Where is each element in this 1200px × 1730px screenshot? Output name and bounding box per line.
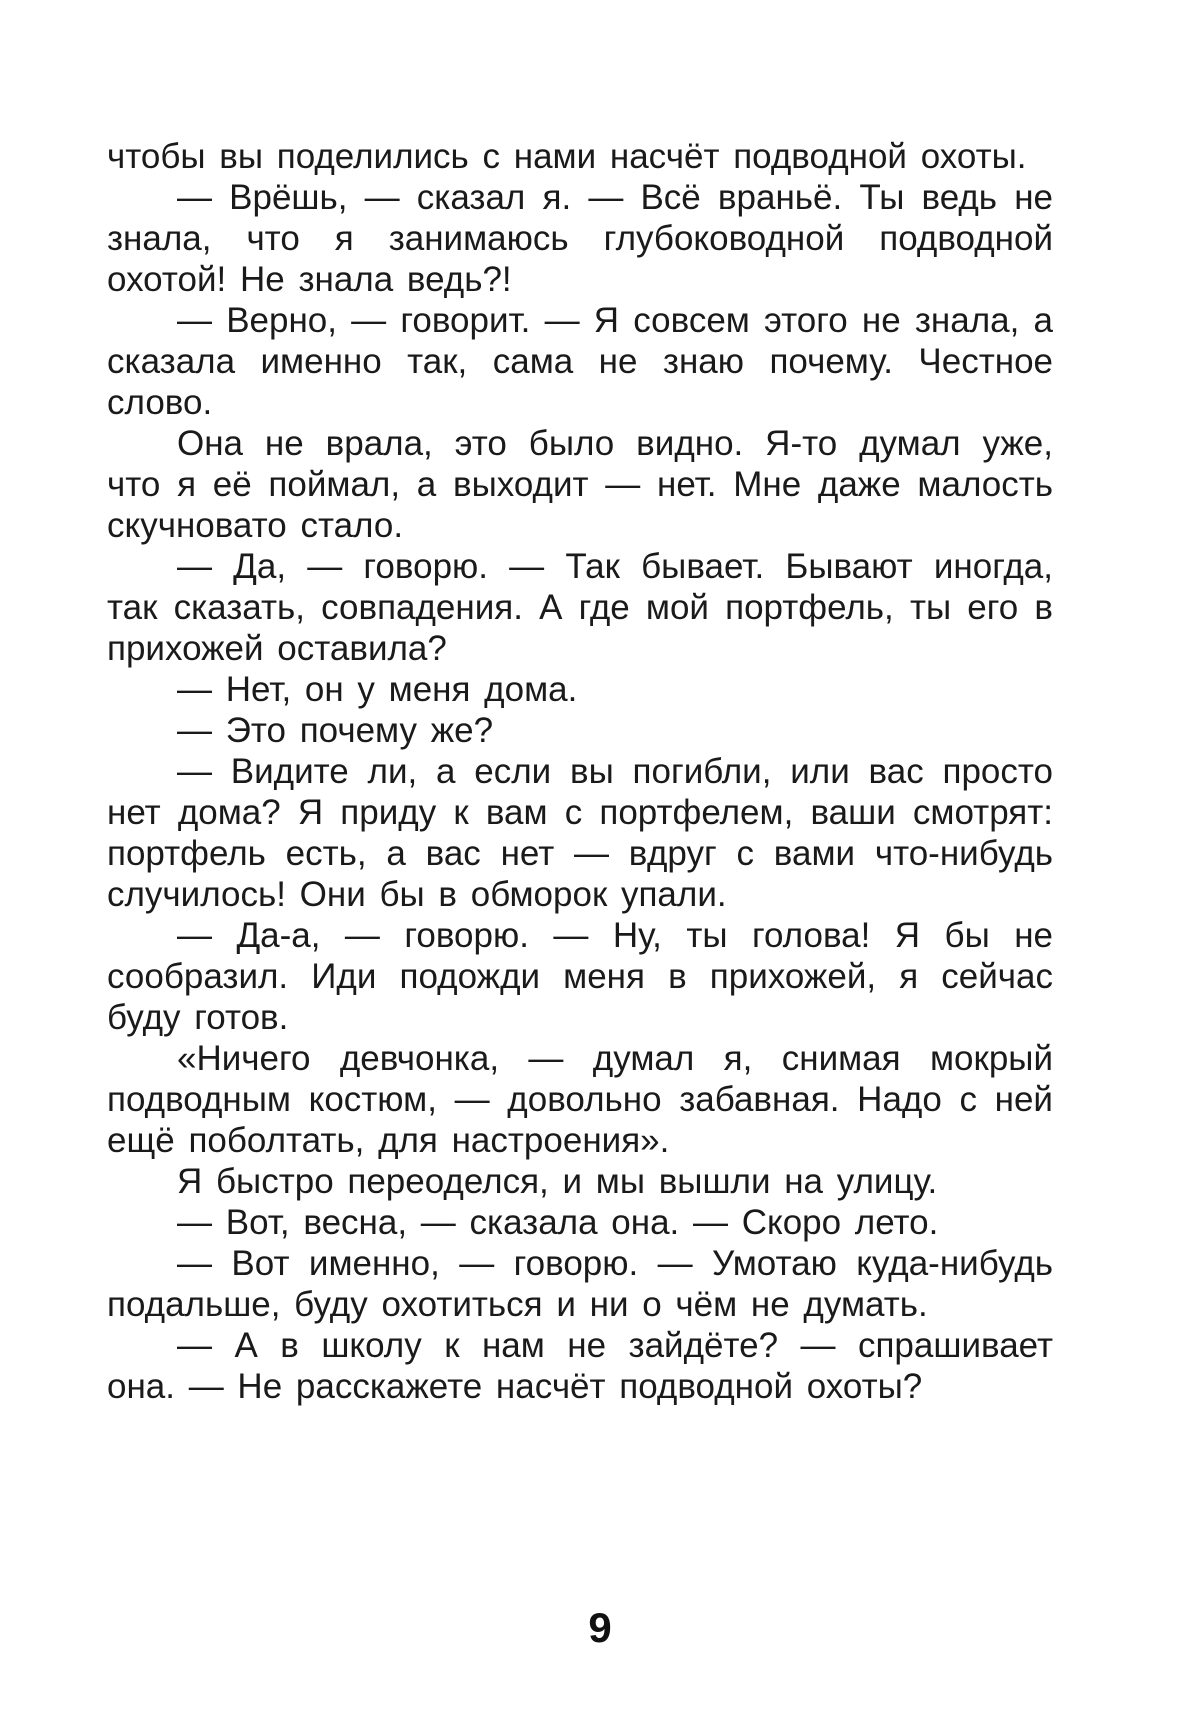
paragraph-11: Я быстро переоделся, и мы вышли на улицу. <box>177 1162 938 1201</box>
paragraph-2: — Врёшь, — сказал я. — Всё враньё. Ты ведь не знала, что я занимаюсь глубоководной подводной охотой! Не знала ведь?! <box>107 178 1053 299</box>
page-number: 9 <box>588 1604 612 1651</box>
paragraph-6: — Нет, он у меня дома. <box>177 670 578 709</box>
paragraph-12: — Вот, весна, — сказала она. — Скоро лето. <box>177 1203 939 1242</box>
page-text <box>107 136 1053 1407</box>
paragraph-8: — Видите ли, а если вы погибли, или вас просто нет дома? Я приду к вам с портфелем, ваши смотрят: портфель есть, а вас нет — вдруг с вами что-нибудь случилось! Они бы в обморок упали. <box>107 752 1053 914</box>
paragraph-1: чтобы вы поделились с нами насчёт подводной охоты. <box>107 137 1027 176</box>
paragraph-3: — Верно, — говорит. — Я совсем этого не знала, а сказала именно так, сама не знаю почему. Честное слово. <box>107 301 1053 422</box>
paragraph-7: — Это почему же? <box>177 711 494 750</box>
paragraph-9: — Да-а, — говорю. — Ну, ты голова! Я бы не сообразил. Иди подожди меня в прихожей, я сейчас буду готов. <box>107 916 1053 1037</box>
paragraph-14: — А в школу к нам не зайдёте? — спрашивает она. — Не расскажете насчёт подводной охоты? <box>107 1326 1053 1406</box>
paragraph-10: «Ничего девчонка, — думал я, снимая мокрый подводным костюм, — довольно забавная. Надо с ней ещё поболтать, для настроения». <box>107 1039 1053 1160</box>
paragraph-5: — Да, — говорю. — Так бывает. Бывают иногда, так сказать, совпадения. А где мой портфель, ты его в прихожей оставила? <box>107 547 1053 668</box>
paragraph-4: Она не врала, это было видно. Я-то думал уже, что я её поймал, а выходит — нет. Мне даже малость скучновато стало. <box>107 424 1053 545</box>
paragraph-13: — Вот именно, — говорю. — Умотаю куда-нибудь подальше, буду охотиться и ни о чём не думать. <box>107 1244 1053 1324</box>
